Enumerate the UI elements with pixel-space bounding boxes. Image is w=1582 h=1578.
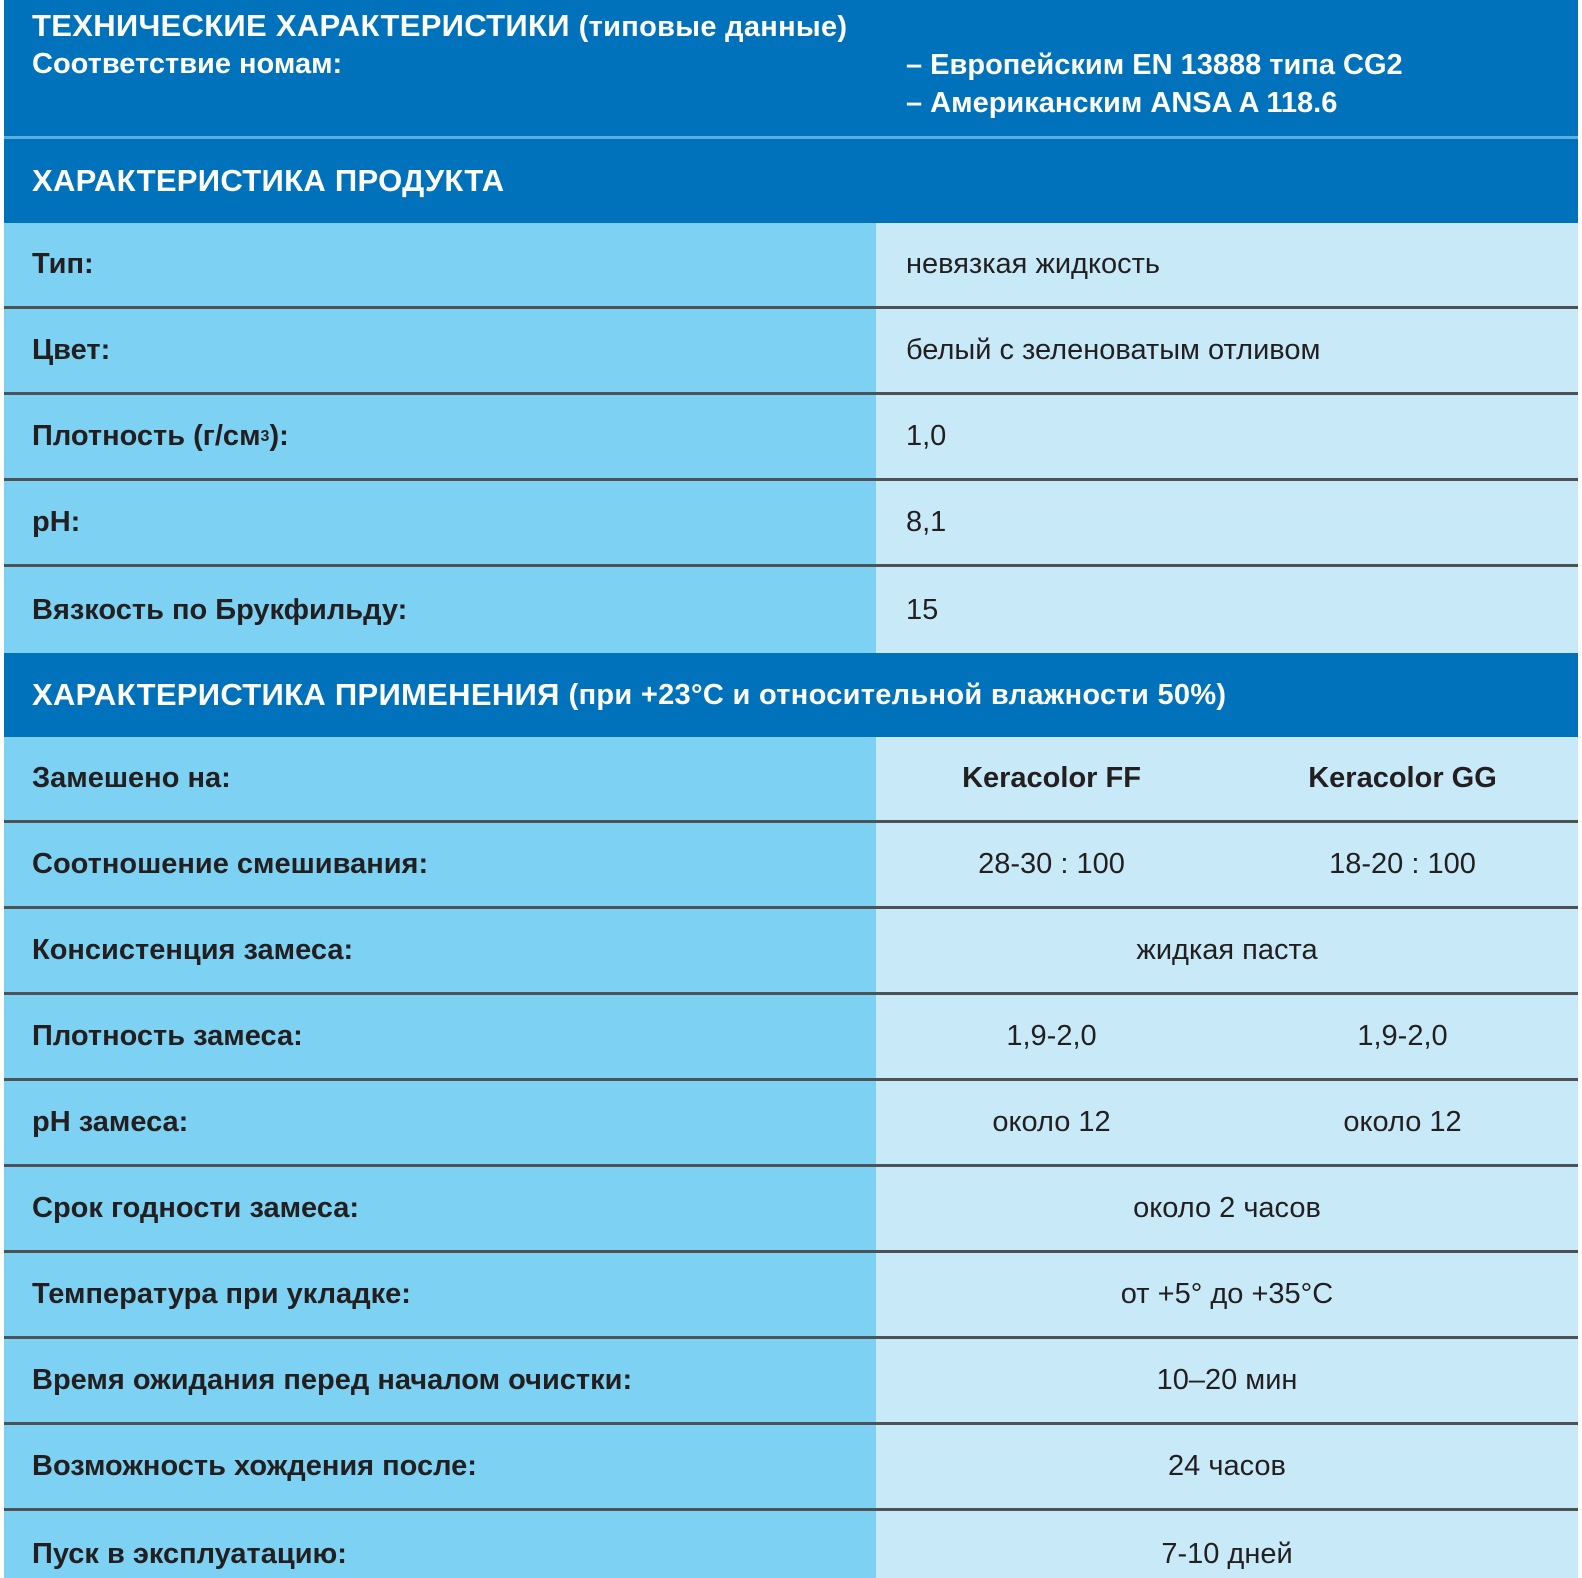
row-label: Цвет: [4,309,876,392]
cell-gg: около 12 [1343,1106,1462,1138]
row-value: белый с зеленоватым отливом [876,309,1578,392]
standard-item: – Европейским EN 13888 типа CG2 [906,49,1403,81]
row-value: 24 часов [876,1425,1578,1508]
row-value [876,737,1578,820]
standards-list [906,46,1403,122]
row-value: 7-10 дней [876,1511,1578,1578]
row-label: Соотношение смешивания: [4,823,876,906]
cell-ff: около 12 [992,1106,1111,1138]
table-row [4,1167,1578,1253]
row-value: от +5° до +35°C [876,1253,1578,1336]
row-label: Время ожидания перед началом очистки: [4,1339,876,1422]
table-row [4,1511,1578,1578]
table-row [4,909,1578,995]
technical-specs-header [4,0,1578,139]
row-label: pH: [4,481,876,564]
row-value: 15 [876,567,1578,653]
row-label: Консистенция замеса: [4,909,876,992]
row-label: Замешено на: [4,737,876,820]
spec-sheet [4,0,1578,1578]
row-value: жидкая паста [876,909,1578,992]
row-value: 1,0 [876,395,1578,478]
table-row [4,309,1578,395]
table-row [4,567,1578,653]
table-row [4,395,1578,481]
product-section-heading: ХАРАКТЕРИСТИКА ПРОДУКТА [4,139,1578,223]
row-label: Плотность замеса: [4,995,876,1078]
row-label: Плотность (г/см 3 ): [4,395,876,478]
row-value: 10–20 мин [876,1339,1578,1422]
row-value: 8,1 [876,481,1578,564]
row-label: Температура при укладке: [4,1253,876,1336]
table-row [4,995,1578,1081]
table-row [4,1253,1578,1339]
table-row [4,223,1578,309]
technical-specs-title: ТЕХНИЧЕСКИЕ ХАРАКТЕРИСТИКИ (типовые данные) [32,8,848,43]
row-label: Вязкость по Брукфильду: [4,567,876,653]
table-row [4,1425,1578,1511]
row-label: Возможность хождения после: [4,1425,876,1508]
product-column-gg: Keracolor GG [1308,762,1497,794]
row-label: Тип: [4,223,876,306]
table-row [4,1081,1578,1167]
cell-gg: 1,9-2,0 [1357,1020,1448,1052]
row-label: Пуск в эксплуатацию: [4,1511,876,1578]
table-row [4,1339,1578,1425]
cell-ff: 1,9-2,0 [1006,1020,1097,1052]
compliance-label: Соответствие номам: [32,48,343,80]
cell-gg: 18-20 : 100 [1329,848,1476,880]
application-section-heading: ХАРАКТЕРИСТИКА ПРИМЕНЕНИЯ (при +23°C и относительной влажности 50%) [4,653,1578,737]
table-row [4,737,1578,823]
row-value [876,1081,1578,1164]
table-row [4,823,1578,909]
product-column-ff: Keracolor FF [962,762,1141,794]
standard-item: – Американским ANSA A 118.6 [906,87,1338,119]
row-value: невязкая жидкость [876,223,1578,306]
row-value [876,823,1578,906]
table-row [4,481,1578,567]
cell-ff: 28-30 : 100 [978,848,1125,880]
row-value: около 2 часов [876,1167,1578,1250]
row-label: pH замеса: [4,1081,876,1164]
application-conditions-note: (при +23°C и относительной влажности 50%) [568,678,1227,711]
row-label: Срок годности замеса: [4,1167,876,1250]
row-value [876,995,1578,1078]
technical-specs-note: (типовые данные) [578,11,848,43]
